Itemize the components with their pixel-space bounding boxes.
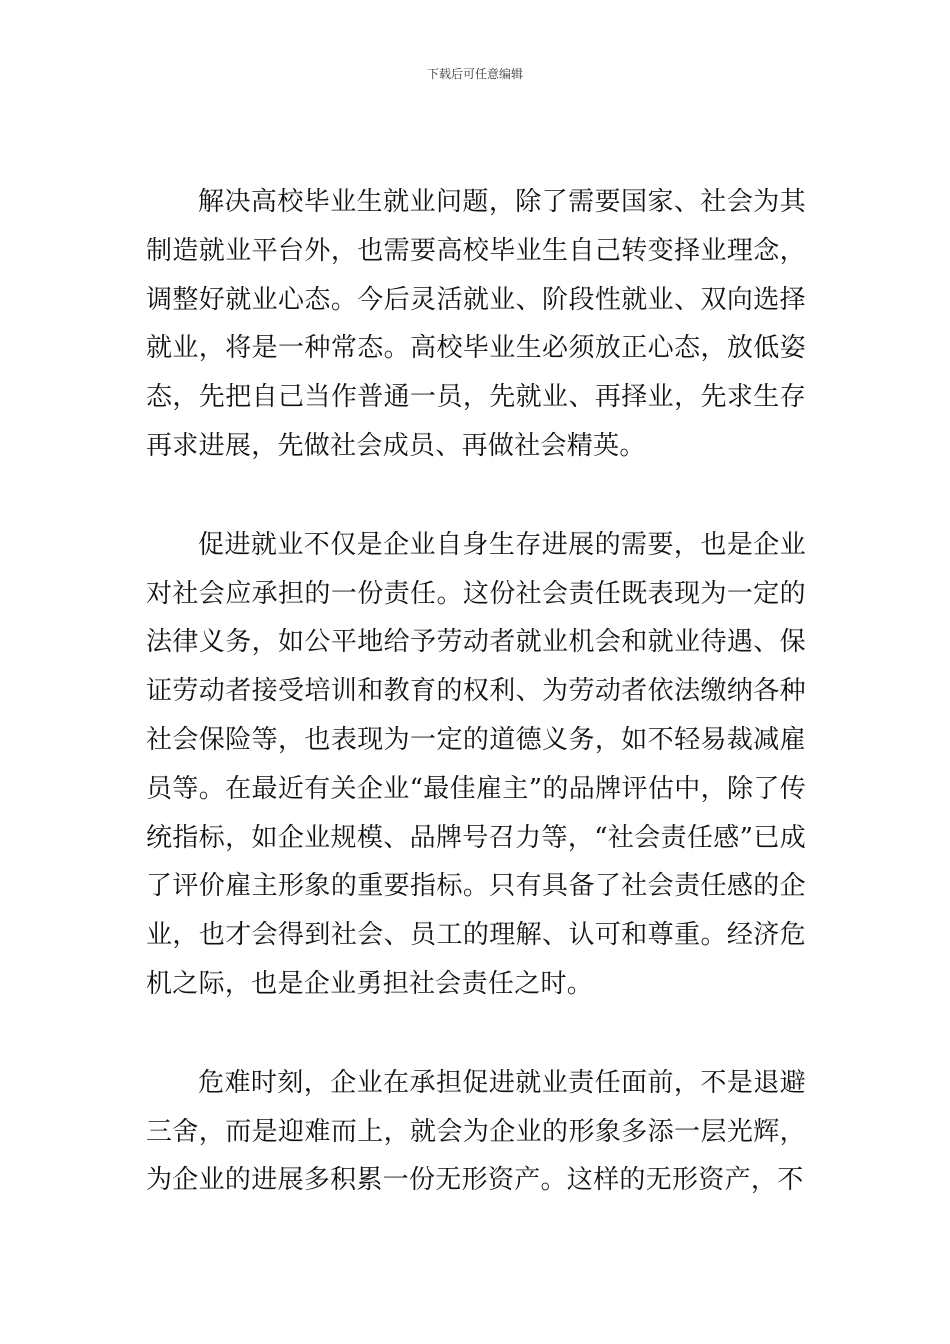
paragraph-1: 解决高校毕业生就业问题，除了需要国家、社会为其制造就业平台外，也需要高校毕业生自己转变择业理念，调整好就业心态。今后灵活就业、阶段性就业、双向选择就业，将是一种常态。高校毕业生必须放正心态，放低姿态，先把自己当作普通一员，先就业、再择业，先求生存再求进展，先做社会成员、再做社会精英。 xyxy=(146,187,806,461)
paragraph-2: 促进就业不仅是企业自身生存进展的需要，也是企业对社会应承担的一份责任。这份社会责任既表现为一定的法律义务，如公平地给予劳动者就业机会和就业待遇、保证劳动者接受培训和教育的权利、为劳动者依法缴纳各种社会保险等，也表现为一定的道德义务，如不轻易裁减雇员等。在最近有关企业“最佳雇主”的品牌评估中，除了传统指标，如企业规模、品牌号召力等，“社会责任感”已成了评价雇主形象的重要指标。只有具备了社会责任感的企业，也才会得到社会、员工的理解、认可和尊重。经济危机之际，也是企业勇担社会责任之时。 xyxy=(146,529,806,999)
page-header-note: 下载后可任意编辑 xyxy=(426,67,523,81)
document-body xyxy=(146,178,806,1205)
paragraph-3: 危难时刻，企业在承担促进就业责任面前，不是退避三舍，而是迎难而上，就会为企业的形象多添一层光辉，为企业的进展多积累一份无形资产。这样的无形资产，不 xyxy=(146,1067,806,1196)
